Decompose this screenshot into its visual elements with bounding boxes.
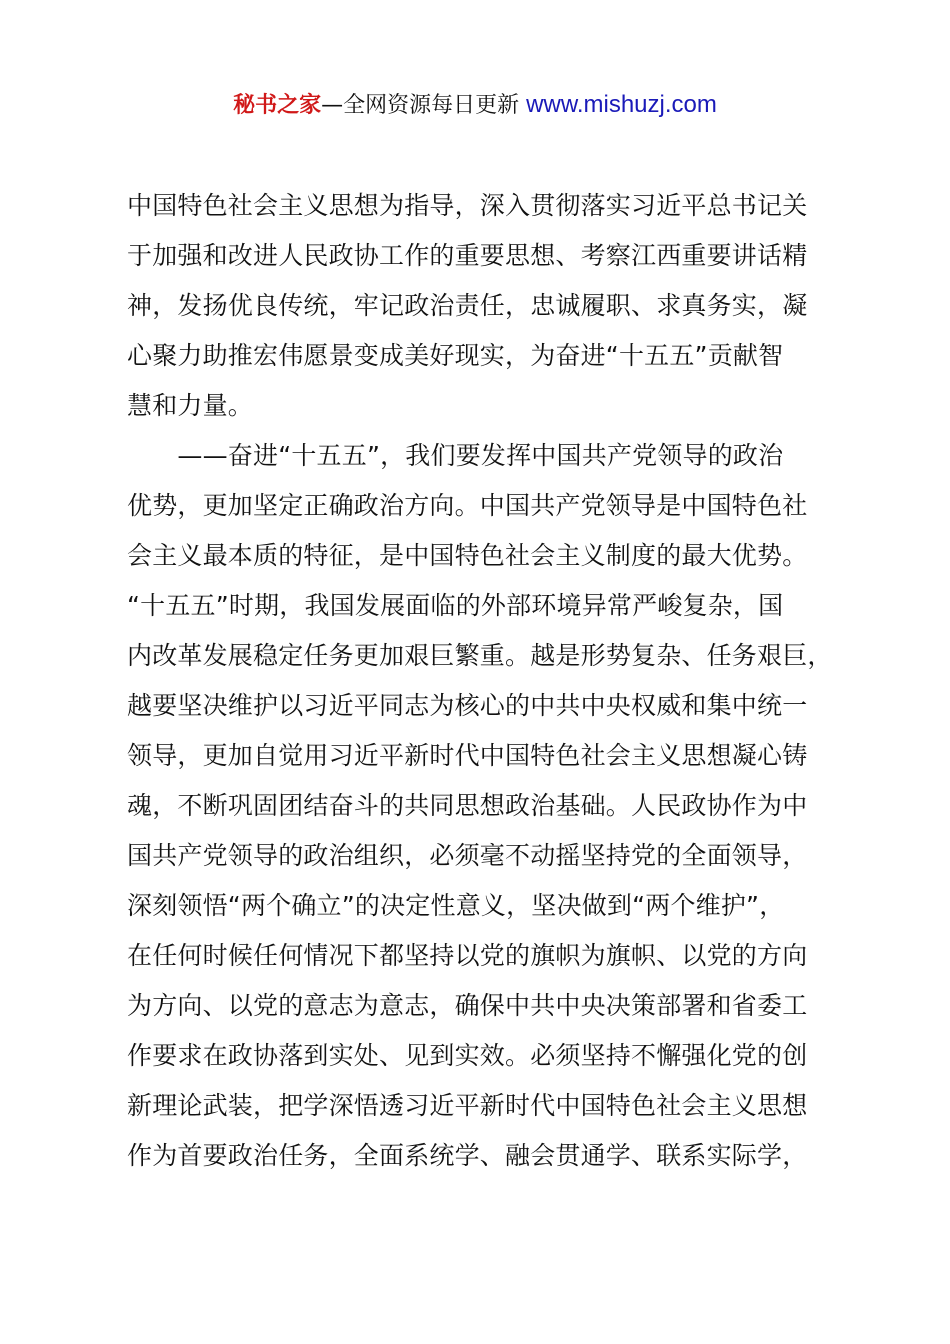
- text-line: 新理论武装，把学深悟透习近平新时代中国特色社会主义思想: [127, 1091, 808, 1120]
- text-line: 会主义最本质的特征，是中国特色社会主义制度的最大优势。: [127, 541, 808, 570]
- text-line: 深刻领悟“两个确立”的决定性意义，坚决做到“两个维护”，: [127, 891, 785, 920]
- text-line: 在任何时候任何情况下都坚持以党的旗帜为旗帜、以党的方向: [127, 941, 808, 970]
- text-line: “十五五”时期，我国发展面临的外部环境异常严峻复杂，国: [127, 591, 784, 620]
- text-line: 领导，更加自觉用习近平新时代中国特色社会主义思想凝心铸: [127, 741, 808, 770]
- text-line: ——奋进“十五五”，我们要发挥中国共产党领导的政治: [127, 441, 784, 470]
- text-line: 为方向、以党的意志为意志，确保中共中央决策部署和省委工: [127, 991, 808, 1020]
- site-header: [0, 88, 950, 123]
- text-line: 作要求在政协落到实处、见到实效。必须坚持不懈强化党的创: [127, 1041, 808, 1070]
- brand-name: 秘书之家: [233, 93, 322, 118]
- text-line: 优势，更加坚定正确政治方向。中国共产党领导是中国特色社: [127, 491, 808, 520]
- text-line: 内改革发展稳定任务更加艰巨繁重。越是形势复杂、任务艰巨，: [127, 641, 833, 670]
- text-line: 中国特色社会主义思想为指导，深入贯彻落实习近平总书记关: [127, 191, 808, 220]
- document-body: [127, 181, 837, 1181]
- text-line: 国共产党领导的政治组织，必须毫不动摇坚持党的全面领导，: [127, 841, 808, 870]
- site-slogan: —全网资源每日更新: [321, 93, 527, 118]
- text-line: 心聚力助推宏伟愿景变成美好现实，为奋进“十五五”贡献智: [127, 341, 784, 370]
- text-line: 慧和力量。: [127, 391, 254, 420]
- text-line: 作为首要政治任务，全面系统学、融会贯通学、联系实际学，: [127, 1141, 808, 1170]
- text-line: 越要坚决维护以习近平同志为核心的中共中央权威和集中统一: [127, 691, 808, 720]
- text-line: 神，发扬优良传统，牢记政治责任，忠诚履职、求真务实，凝: [127, 291, 808, 320]
- text-line: 魂，不断巩固团结奋斗的共同思想政治基础。人民政协作为中: [127, 791, 808, 820]
- text-line: 于加强和改进人民政协工作的重要思想、考察江西重要讲话精: [127, 241, 808, 270]
- site-url-link[interactable]: www.mishuzj.com: [526, 91, 717, 118]
